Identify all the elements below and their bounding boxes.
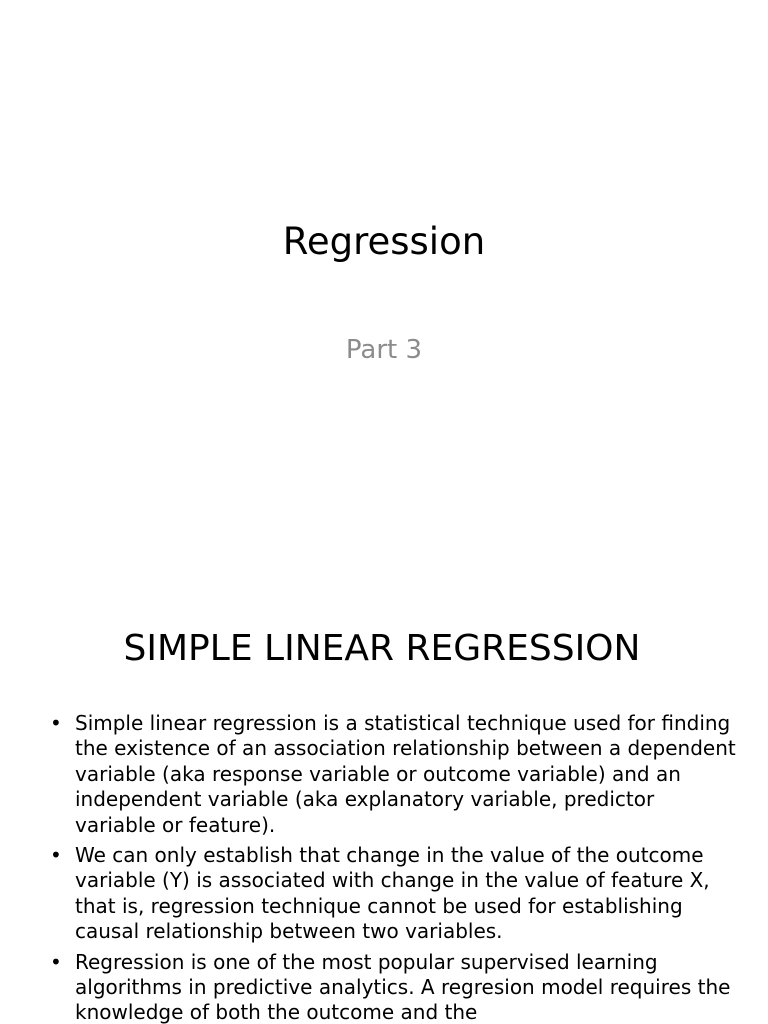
bullet-item	[48, 711, 738, 838]
bullet-marker-icon: •	[50, 949, 62, 974]
slide-title: Regression	[282, 220, 486, 263]
content-slide-title: SIMPLE LINEAR REGRESSION	[123, 628, 641, 669]
bullet-marker-icon: •	[50, 843, 62, 868]
bullet-item	[48, 950, 738, 1024]
bullet-list	[48, 711, 738, 1024]
slide-subtitle: Part 3	[345, 335, 423, 365]
content-slide	[0, 576, 768, 1024]
bullet-marker-icon: •	[50, 711, 62, 735]
bullet-text: Regression is one of the most popular supervised learning algorithms in predictive analytics. A regresion model requires the knowledge of both the outcome and the	[75, 949, 731, 1024]
bullet-item	[48, 843, 738, 945]
bullet-text: We can only establish that change in the value of the outcome variable (Y) is associated with change in the value of feature X, that is, regression technique cannot be used for establishing causal relationship between two variables.	[75, 843, 710, 944]
bullet-text: Simple linear regression is a statistical technique used for finding the existence of an association relationship between a dependent variable (aka response variable or outcome variable) and an independent variable (aka explanatory variable, predictor variable or feature).	[75, 711, 736, 837]
